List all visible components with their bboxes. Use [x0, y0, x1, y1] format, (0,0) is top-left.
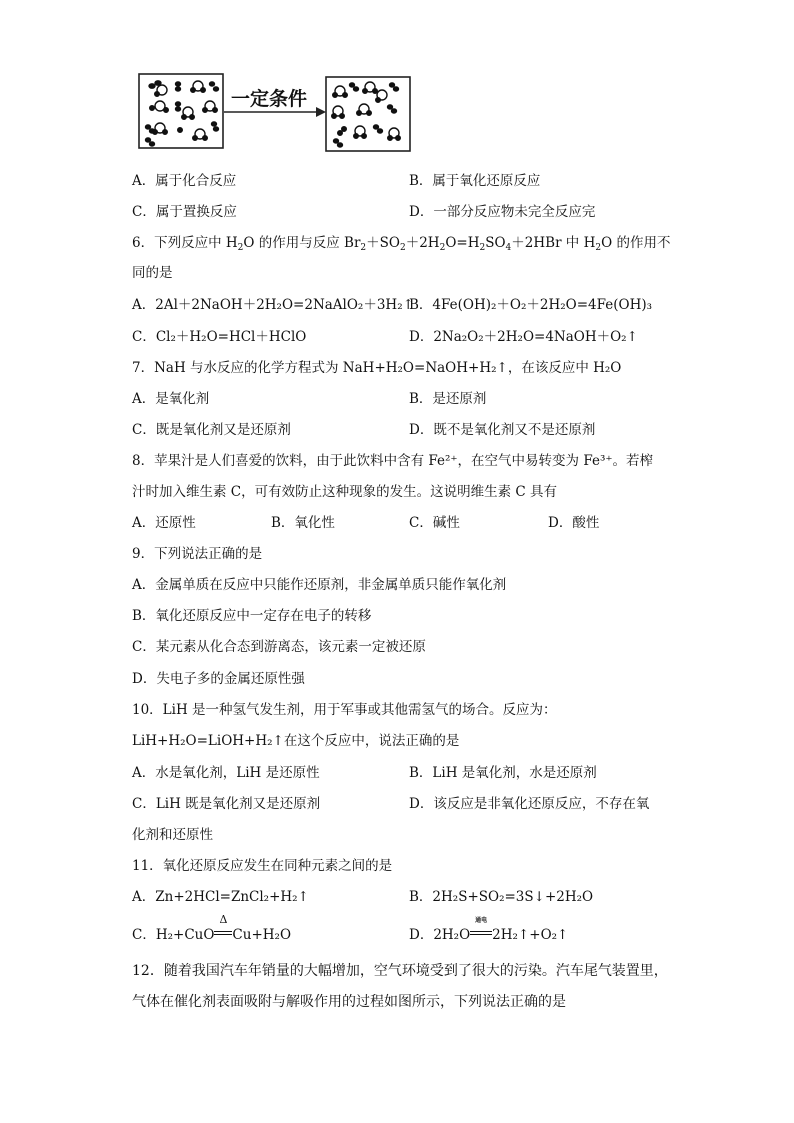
- arrow-label: 一定条件: [231, 88, 308, 110]
- q11-option-c: [132, 913, 292, 944]
- q12-stem-line2: 气体在催化剂表面吸附与解吸作用的过程如图所示，下列说法正确的是: [132, 994, 566, 1010]
- q5-option-b: B．属于氧化还原反应: [409, 173, 541, 189]
- q6-option-d: D．2Na₂O₂＋2H₂O=4NaOH＋O₂↑: [409, 329, 638, 345]
- q10-stem-line1: 10．LiH 是一种氢气发生剂，用于军事或其他需氢气的场合。反应为：: [132, 702, 557, 718]
- electrolysis-condition: [470, 917, 492, 944]
- q7-option-c: C．既是氧化剂又是还原剂: [132, 422, 291, 438]
- reaction-equals: [214, 931, 232, 935]
- q11-option-d: [409, 917, 569, 944]
- q8-option-b: B．氧化性: [271, 515, 335, 531]
- reaction-figure: [138, 72, 413, 152]
- electrolysis-symbol: 通电: [475, 917, 488, 924]
- q7-option-a: A．是氧化剂: [132, 391, 210, 407]
- q12-stem-line1: 12．随着我国汽车年销量的大幅增加，空气环境受到了很大的污染。汽车尾气装置里，: [132, 963, 668, 979]
- q9-option-b: B．氧化还原反应中一定存在电子的转移: [132, 608, 372, 624]
- q9-option-a: A．金属单质在反应中只能作还原剂，非金属单质只能作氧化剂: [132, 577, 507, 593]
- q6-stem-line2: 同的是: [132, 265, 173, 281]
- q11-option-a: A．Zn+2HCl=ZnCl₂+H₂↑: [132, 889, 309, 905]
- q9-option-c: C．某元素从化合态到游离态，该元素一定被还原: [132, 639, 426, 655]
- q10-option-c: C．LiH 既是氧化剂又是还原剂: [132, 796, 321, 812]
- q5-option-c: C．属于置换反应: [132, 204, 237, 220]
- q10-stem-line2: LiH+H₂O=LiOH+H₂↑在这个反应中，说法正确的是: [132, 733, 460, 749]
- q8-option-a: A．还原性: [132, 515, 196, 531]
- q9-stem: 9．下列说法正确的是: [132, 546, 263, 562]
- q11-option-b: B．2H₂S+SO₂=3S↓+2H₂O: [409, 889, 594, 905]
- q7-option-d: D．既不是氧化剂又不是还原剂: [409, 422, 596, 438]
- q5-option-d: D．一部分反应物未完全反应完: [409, 204, 596, 220]
- q7-option-b: B．是还原剂: [409, 391, 487, 407]
- q6-option-c: C．Cl₂＋H₂O=HCl＋HClO: [132, 329, 307, 345]
- reaction-equals: [470, 931, 492, 935]
- q8-option-c: C．碱性: [409, 515, 460, 531]
- q11-stem: 11．氧化还原反应发生在同种元素之间的是: [132, 858, 393, 874]
- q11-d-products: 2H₂↑+O₂↑: [492, 927, 569, 943]
- q10-option-d: D．该反应是非氧化还原反应，不存在氧: [409, 796, 650, 812]
- heat-condition: [214, 913, 232, 944]
- q6-option-a: A．2Al＋2NaOH＋2H₂O=2NaAlO₂＋3H₂↑: [132, 297, 414, 313]
- q10-option-b: B．LiH 是氧化剂，水是还原剂: [409, 765, 597, 781]
- q5-option-a: A．属于化合反应: [132, 173, 237, 189]
- q8-stem-line1: 8．苹果汁是人们喜爱的饮料，由于此饮料中含有 Fe²⁺，在空气中易转变为 Fe³⁺。若榨: [132, 453, 653, 469]
- q6-stem: 6．下列反应中 $H_2O$ 的作用与反应 $Br_2+SO_2+2H_2O=H_2SO_4+2HBr$ 中 $H_2O$ 的作用不: [132, 235, 671, 253]
- q10-option-d-continued: 化剂和还原性: [132, 827, 213, 843]
- q11-c-products: Cu+H₂O: [232, 927, 292, 943]
- q9-option-d: D．失电子多的金属还原性强: [132, 671, 305, 687]
- q7-stem: 7．NaH 与水反应的化学方程式为 NaH+H₂O=NaOH+H₂↑，在该反应中 H₂O: [132, 360, 622, 376]
- q8-option-d: D．酸性: [548, 515, 600, 531]
- heat-symbol: Δ: [219, 913, 228, 926]
- q8-stem-line2: 汁时加入维生素 C，可有效防止这种现象的发生。这说明维生素 C 具有: [132, 484, 558, 500]
- q11-d-reactants: D．2H₂O: [409, 927, 471, 943]
- q11-c-reactants: C．H₂+CuO: [132, 927, 215, 943]
- q6-option-b: B．4Fe(OH)₂＋O₂＋2H₂O=4Fe(OH)₃: [409, 297, 653, 313]
- q10-option-a: A．水是氧化剂，LiH 是还原性: [132, 765, 320, 781]
